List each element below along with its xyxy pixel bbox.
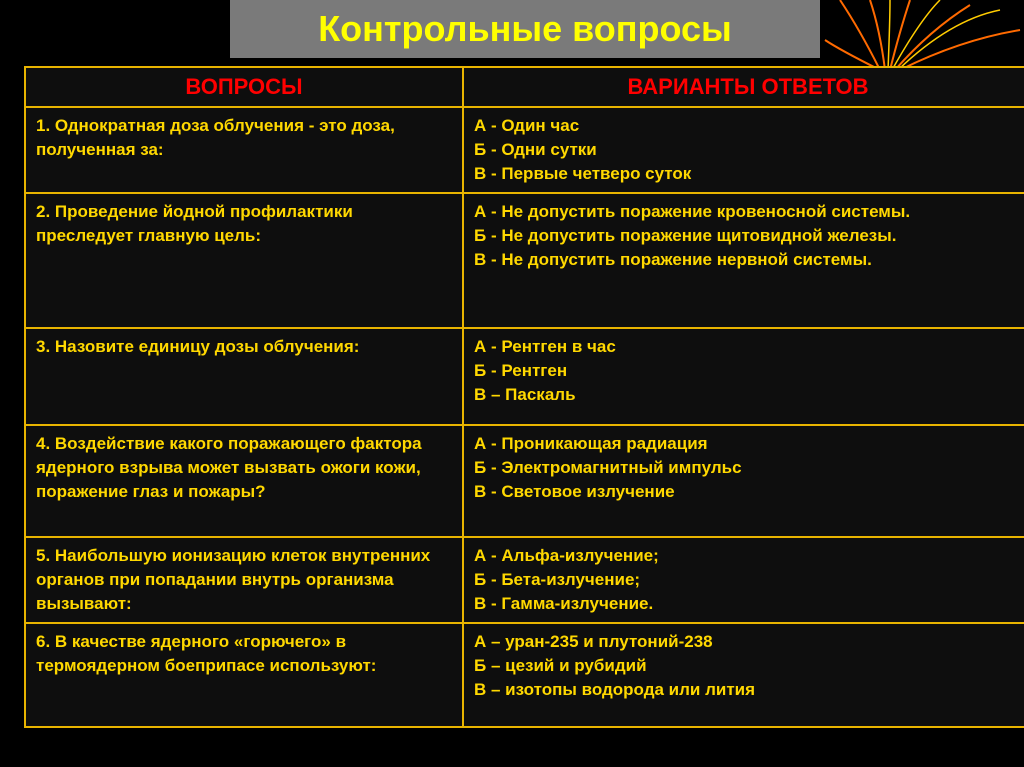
answer-option: В - Не допустить поражение нервной системы. [474,250,872,269]
table-row [25,193,1024,328]
title-box [230,0,820,58]
table-row [25,328,1024,425]
question-cell: 4. Воздействие какого поражающего фактора ядерного взрыва может вызвать ожоги кожи, поражение глаз и пожары? [25,425,463,537]
table-row [25,623,1024,727]
answer-option: А - Не допустить поражение кровеносной системы. [474,202,911,221]
answer-option: В – Паскаль [474,385,576,404]
table-row [25,107,1024,193]
table-row [25,425,1024,537]
answer-option: А – уран-235 и плутоний-238 [474,632,713,651]
answer-option: Б – цезий и рубидий [474,656,647,675]
answer-option: А - Один час [474,116,580,135]
header-answers: ВАРИАНТЫ ОТВЕТОВ [463,67,1024,107]
answers-cell [463,193,1024,328]
answer-option: Б - Не допустить поражение щитовидной железы. [474,226,897,245]
answers-cell [463,537,1024,623]
answers-cell [463,425,1024,537]
questions-table [24,66,1024,728]
answer-option: В - Световое излучение [474,482,675,501]
answers-cell [463,328,1024,425]
answer-option: А - Проникающая радиация [474,434,708,453]
question-cell: 1. Однократная доза облучения - это доза, полученная за: [25,107,463,193]
answers-cell [463,107,1024,193]
answer-option: В - Первые четверо суток [474,164,692,183]
slide-title: Контрольные вопросы [318,8,732,49]
answer-option: Б - Электромагнитный импульс [474,458,742,477]
answer-option: Б - Одни сутки [474,140,597,159]
answer-option: А - Рентген в час [474,337,616,356]
table-header-row [25,67,1024,107]
answer-option: Б - Рентген [474,361,568,380]
question-cell: 5. Наибольшую ионизацию клеток внутренних органов при попадании внутрь организма вызывают: [25,537,463,623]
answer-option: В - Гамма-излучение. [474,594,654,613]
question-cell: 3. Назовите единицу дозы облучения: [25,328,463,425]
table-row [25,537,1024,623]
fireworks-decoration-icon [820,0,1024,70]
header-questions: ВОПРОСЫ [25,67,463,107]
answers-cell [463,623,1024,727]
answer-option: В – изотопы водорода или лития [474,680,756,699]
answer-option: А - Альфа-излучение; [474,546,659,565]
answer-option: Б - Бета-излучение; [474,570,641,589]
question-cell: 6. В качестве ядерного «горючего» в термоядерном боеприпасе используют: [25,623,463,727]
question-cell: 2. Проведение йодной профилактики преследует главную цель: [25,193,463,328]
